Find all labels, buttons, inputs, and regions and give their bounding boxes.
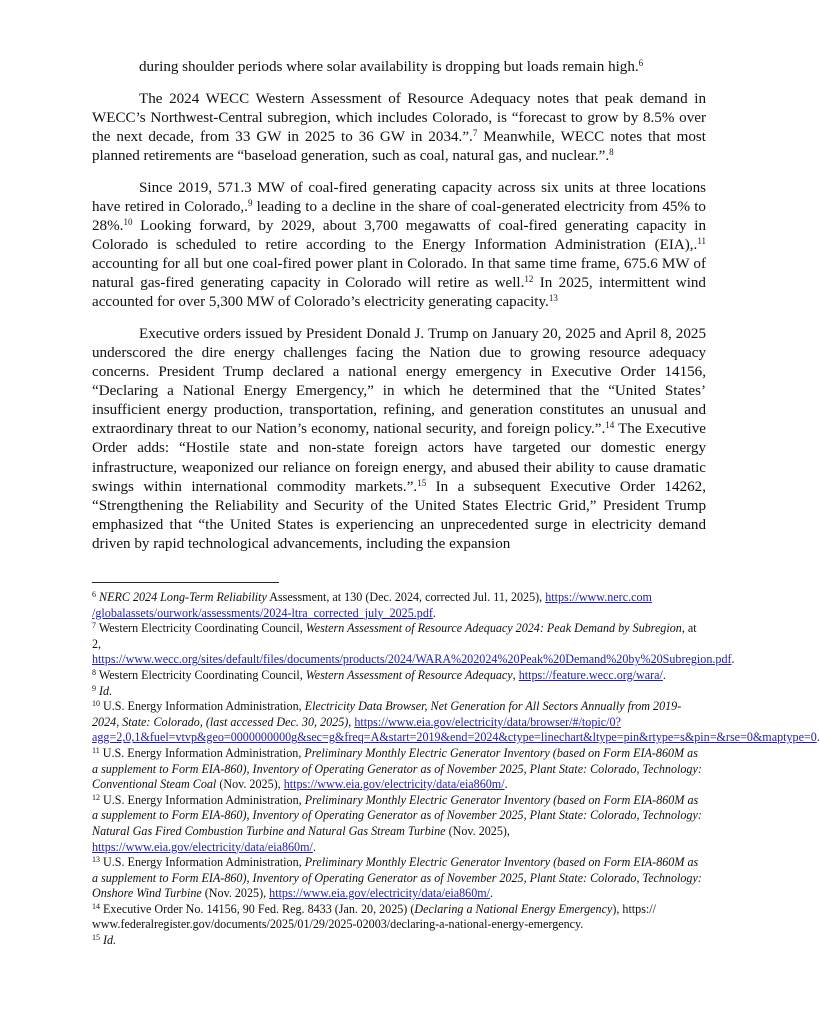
text-run: The 2024 WECC Western Assessment of Resource Adequacy notes that peak demand in WECC’s Northwest-Central subregion, which includes Colorado, is “forecast to grow by 8.5% over the next decade, from 33 GW in 2025 to 36 GW in 2034.”. — [92, 90, 706, 145]
citation-link[interactable]: https://www.eia.gov/electricity/data/browser/#/topic/0?agg=2,0,1&fuel=vtvp&geo=0000000000g&sec=g&freq=A&start=2019&end=2024&ctype=linechart&ltype=pin&rtype=s&pin=&rse=0&maptype=0 — [92, 714, 817, 745]
footnote-10 — [92, 699, 820, 746]
text-run: . — [504, 777, 508, 792]
footnote-9 — [92, 684, 702, 700]
text-run: U.S. Energy Information Administration, — [103, 855, 305, 870]
text-run: Executive orders issued by President Donald J. Trump on January 20, 2025 and April 8, 2025 underscored the dire energy challenges facing the Nation due to growing resource adequacy concerns. President Trump declared a national energy emergency in Executive Order 14156, “Declaring a National Energy Emergency,” in which he determined that the “United States’ insufficient energy production, transportation, refining, and generation constitutes an unusual and extraordinary threat to our Nation’s economy, national security, and foreign policy.”. — [92, 325, 706, 438]
text-run: Looking forward, by 2029, about 3,700 megawatts of coal-fired generating capacity in Colorado is scheduled to retire according to the Energy Information Administration (EIA),. — [92, 217, 706, 253]
text-run: accounting for all but one coal-fired power plant in Colorado. In that same time frame, 675.6 MW of natural gas-fired generating capacity in Colorado will retire as well. — [92, 256, 706, 292]
text-run: In a subsequent Executive Order 14262, “Strengthening the Reliability and Security of the United States Electric Grid,” President Trump emphasized that “the United States is experiencing an unprecedented surge in electricity demand driven by rapid technological advancements, including the expansion — [92, 478, 706, 552]
body-paragraph — [92, 325, 706, 554]
text-run: Western Electricity Coordinating Council, — [98, 667, 306, 682]
italic-citation: Preliminary Monthly Electric Generator Inventory (based on Form EIA-860M as a supplement to Form EIA-860), Inventory of Operating Generator as of November 2025, Plant State: Colorado, Technology: Conventional Steam Coal — [92, 745, 702, 792]
italic-citation: Declaring a National Energy Emergency — [414, 901, 613, 916]
footnote-12 — [92, 793, 702, 855]
footnote-13 — [92, 855, 702, 902]
footnote-14 — [92, 902, 702, 933]
footnote-separator — [92, 582, 279, 583]
italic-citation: NERC 2024 Long-Term Reliability — [99, 590, 267, 604]
text-run: U.S. Energy Information Administration, — [103, 699, 305, 714]
text-run: . — [662, 667, 666, 682]
footnote-8 — [92, 668, 702, 684]
footnote-number: 12 — [92, 792, 100, 802]
citation-link[interactable]: https://www.eia.gov/electricity/data/eia860m/ — [269, 886, 491, 901]
citation-link[interactable]: https://www.nerc.com /globalassets/ourwork/assessments/2024-ltra_corrected_july_2025.pdf — [92, 590, 652, 620]
italic-citation: Preliminary Monthly Electric Generator Inventory (based on Form EIA-860M as a supplement to Form EIA-860), Inventory of Operating Generator as of November 2025, Plant State: Colorado, Technology: Natural Gas Fired Combustion Turbine and Natural Gas Stream Turbine — [92, 792, 702, 838]
text-run: In 2025, intermittent wind accounted for over 5,300 MW of Colorado’s electricity generating capacity. — [92, 275, 706, 311]
footnote-number: 6 — [92, 590, 96, 599]
footnote-reference[interactable]: 11 — [697, 235, 706, 246]
text-run: Western Electricity Coordinating Council, — [98, 621, 306, 636]
text-run: , — [512, 667, 519, 682]
citation-link[interactable]: https://www.eia.gov/electricity/data/eia860m/ — [283, 777, 505, 792]
footnote-15 — [92, 933, 702, 949]
text-run: during shoulder periods where solar availability is dropping but loads remain high. — [139, 59, 639, 75]
footnote-number: 7 — [92, 621, 96, 631]
footnote-reference[interactable]: 12 — [524, 274, 534, 285]
footnote-reference[interactable]: 13 — [548, 293, 558, 304]
footnote-reference[interactable]: 7 — [472, 127, 478, 138]
text-run: . — [312, 839, 316, 854]
body-text — [92, 58, 706, 567]
italic-citation: Id. — [99, 683, 113, 698]
text-run: U.S. Energy Information Administration, — [103, 792, 305, 807]
footnote-number: 11 — [92, 745, 100, 755]
text-run: Since 2019, 571.3 MW of coal-fired generating capacity across six units at three locations have retired in Colorado,. — [92, 179, 706, 215]
footnote-reference[interactable]: 6 — [638, 58, 644, 68]
footnote-number: 13 — [92, 855, 100, 865]
text-run: (Nov. 2025), — [216, 777, 284, 792]
footnote-reference[interactable]: 15 — [417, 477, 427, 488]
text-run: Assessment, at 130 (Dec. 2024, corrected Jul. 11, 2025), — [266, 590, 546, 604]
text-run: U.S. Energy Information Administration, — [102, 745, 305, 760]
body-paragraph — [92, 179, 706, 313]
body-paragraph — [92, 58, 706, 77]
footnote-6 — [92, 590, 702, 621]
citation-link[interactable]: https://www.eia.gov/electricity/data/eia860m/ — [92, 839, 313, 854]
footnote-reference[interactable]: 14 — [605, 420, 615, 431]
italic-citation: Id. — [103, 933, 117, 948]
body-paragraph — [92, 90, 706, 166]
footnote-11 — [92, 746, 702, 793]
text-run: , at 2, — [92, 621, 697, 651]
text-run: ), https:// www.federalregister.gov/documents/2025/01/29/2025-02003/declaring-a-national-energy-emergency. — [92, 901, 657, 932]
italic-citation: Preliminary Monthly Electric Generator Inventory (based on Form EIA-860M as a supplement to Form EIA-860), Inventory of Operating Generator as of November 2025, Plant State: Colorado, Technology: Onshore Wind Turbine — [92, 855, 702, 901]
footnote-7 — [92, 621, 735, 668]
text-run: . — [432, 605, 436, 620]
text-run: . — [490, 886, 494, 901]
italic-citation: Western Assessment of Resource Adequacy 2024: Peak Demand by Subregion — [305, 621, 682, 636]
text-run: . — [731, 652, 735, 667]
text-run: Meanwhile, WECC notes that most planned retirements are “baseload generation, such as coal, natural gas, and nuclear.”. — [92, 128, 706, 164]
text-run: Executive Order No. 14156, 90 Fed. Reg. 8433 (Jan. 20, 2025) ( — [103, 901, 415, 916]
footnote-number: 9 — [92, 683, 96, 693]
text-run: The Executive Order adds: “Hostile state and non-state foreign actors have targeted our domestic energy infrastructure, weaponized our reliance on foreign energy, and abused their ability to cause dramatic swings within international commodity markets.”. — [92, 421, 706, 495]
text-run: . — [816, 730, 820, 745]
footnote-number: 8 — [92, 667, 96, 677]
footnote-number: 10 — [92, 699, 100, 709]
text-run: leading to a decline in the share of coal-generated electricity from 45% to 28%. — [92, 198, 706, 234]
italic-citation: Western Assessment of Resource Adequacy — [305, 667, 513, 682]
citation-link[interactable]: https://feature.wecc.org/wara/ — [518, 667, 663, 682]
footnote-number: 14 — [92, 901, 100, 911]
footnote-reference[interactable]: 9 — [247, 197, 253, 208]
footnote-reference[interactable]: 8 — [609, 146, 614, 157]
text-run: (Nov. 2025), — [445, 823, 510, 838]
footnote-number: 15 — [92, 933, 100, 943]
text-run: (Nov. 2025), — [201, 886, 270, 901]
footnotes — [92, 590, 820, 949]
citation-link[interactable]: https://www.wecc.org/sites/default/files/documents/products/2024/WARA%202024%20Peak%20Demand%20by%20Subregion.pdf — [92, 652, 732, 667]
italic-citation: Electricity Data Browser, Net Generation for All Sectors Annually from 2019-2024, State: Colorado, (last accessed Dec. 30, 2025), — [92, 699, 682, 729]
footnote-reference[interactable]: 10 — [123, 216, 133, 227]
